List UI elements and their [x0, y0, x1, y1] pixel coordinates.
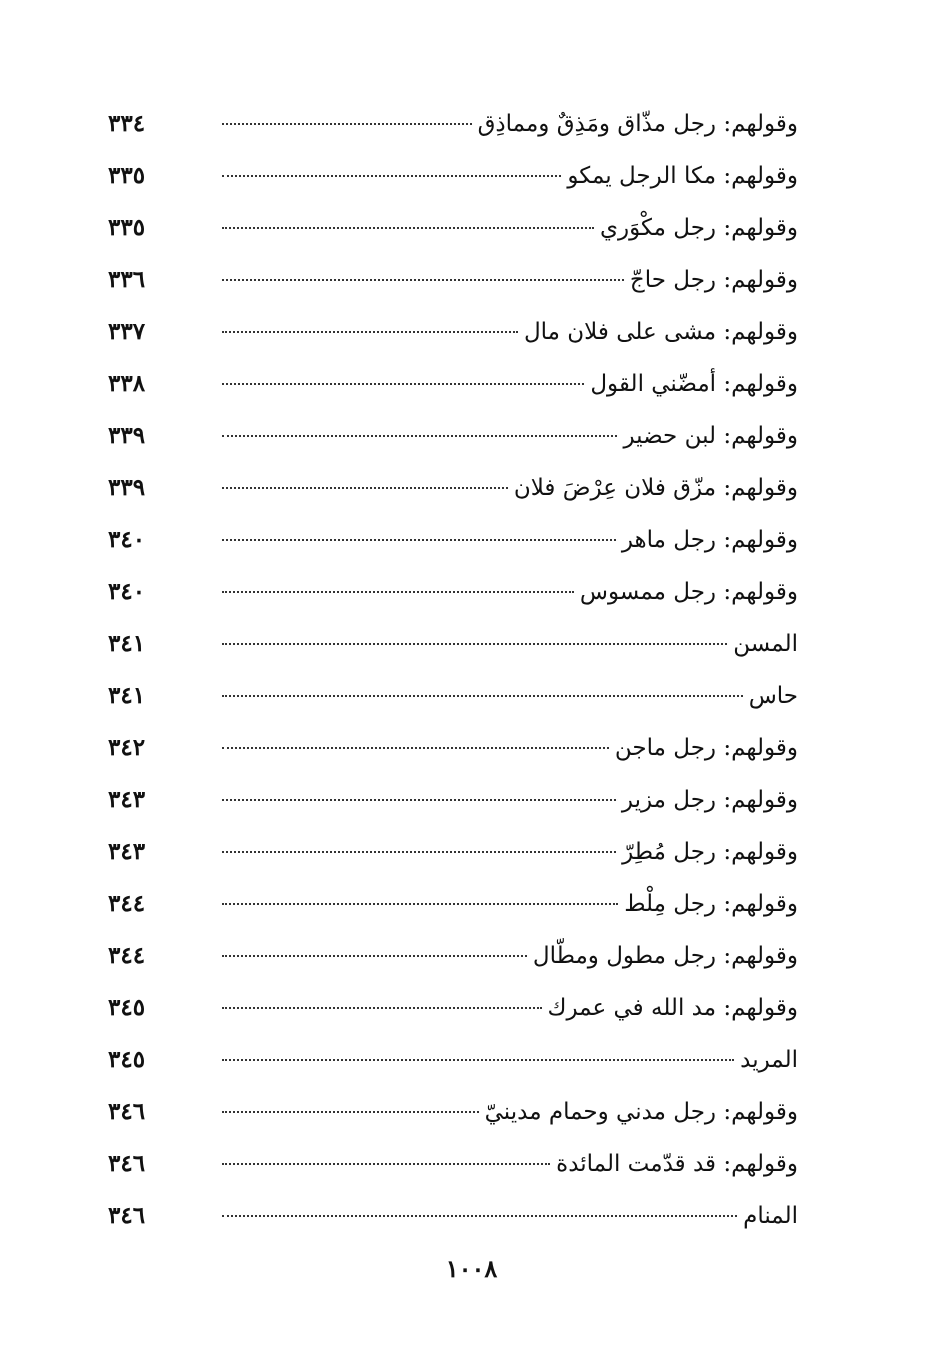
- entry-page-number: ٣٣٤: [108, 110, 146, 137]
- dot-leader: [222, 123, 472, 125]
- entry-title: وقولهم: رجل مِلْط: [624, 891, 798, 917]
- toc-entry: [108, 774, 798, 826]
- toc-entry: [108, 878, 798, 930]
- dot-leader: [222, 331, 518, 333]
- entry-title: وقولهم: مزّق فلان عِرْضَ فلان: [513, 475, 798, 501]
- dot-leader: [222, 591, 574, 593]
- toc-entry: [108, 254, 798, 306]
- entry-page-number: ٣٤١: [108, 630, 146, 657]
- toc-entry: [108, 98, 798, 150]
- toc-entry: [108, 514, 798, 566]
- entry-page-number: ٣٣٩: [108, 474, 146, 501]
- entry-title: وقولهم: لبن حضير: [623, 423, 798, 449]
- entry-page-number: ٣٣٥: [108, 162, 146, 189]
- entry-page-number: ٣٣٩: [108, 422, 146, 449]
- dot-leader: [222, 695, 743, 697]
- toc-entry: [108, 930, 798, 982]
- entry-title: وقولهم: رجل مزير: [621, 787, 798, 813]
- toc-entry: [108, 306, 798, 358]
- toc-entry: [108, 982, 798, 1034]
- entry-page-number: ٣٣٨: [108, 370, 146, 397]
- entry-title: وقولهم: رجل حاجّ: [629, 267, 798, 293]
- dot-leader: [222, 227, 594, 229]
- entry-title: وقولهم: رجل ممسوس: [579, 579, 798, 605]
- dot-leader: [222, 851, 616, 853]
- dot-leader: [222, 799, 616, 801]
- entry-title: وقولهم: رجل ماهر: [621, 527, 798, 553]
- toc-entry: [108, 202, 798, 254]
- toc-entry: [108, 150, 798, 202]
- entry-page-number: ٣٣٥: [108, 214, 146, 241]
- toc-entry: [108, 1086, 798, 1138]
- toc-entry: [108, 1138, 798, 1190]
- entry-page-number: ٣٤٥: [108, 1046, 146, 1073]
- toc-entry: [108, 1190, 798, 1242]
- entry-page-number: ٣٤٦: [108, 1202, 146, 1229]
- dot-leader: [222, 279, 624, 281]
- entry-page-number: ٣٤٦: [108, 1150, 146, 1177]
- entry-title: وقولهم: مد الله في عمرك: [547, 995, 798, 1021]
- entry-page-number: ٣٤٦: [108, 1098, 146, 1125]
- entry-page-number: ٣٤٠: [108, 526, 146, 553]
- toc-entry: [108, 618, 798, 670]
- entry-title: وقولهم: رجل مذّاق ومَذِقٌ ومماذِق: [477, 111, 798, 137]
- dot-leader: [222, 487, 508, 489]
- dot-leader: [222, 1163, 550, 1165]
- entry-title: وقولهم: مشى على فلان مال: [523, 319, 798, 345]
- dot-leader: [222, 383, 584, 385]
- dot-leader: [222, 1215, 737, 1217]
- entry-title: وقولهم: رجل مطول ومطّال: [532, 943, 798, 969]
- dot-leader: [222, 747, 609, 749]
- page-number: ١٠٠٨: [445, 1254, 498, 1283]
- dot-leader: [222, 539, 616, 541]
- toc-entry: [108, 722, 798, 774]
- entry-title: وقولهم: رجل مدني وحمام مدينيّ: [484, 1099, 798, 1125]
- entry-title: حاس: [748, 683, 798, 709]
- dot-leader: [222, 643, 727, 645]
- entry-title: وقولهم: رجل مُطِرّ: [622, 839, 798, 865]
- entry-page-number: ٣٤٤: [108, 890, 146, 917]
- entry-title: وقولهم: قد قدّمت المائدة: [556, 1151, 798, 1177]
- entry-page-number: ٣٣٦: [108, 266, 146, 293]
- toc-entry: [108, 462, 798, 514]
- entry-title: وقولهم: رجل مكْوَري: [599, 215, 798, 241]
- toc-entry: [108, 826, 798, 878]
- entry-title: وقولهم: مكا الرجل يمكو: [567, 163, 798, 189]
- entry-title: وقولهم: أمضّني القول: [590, 371, 798, 397]
- dot-leader: [222, 1059, 734, 1061]
- toc-entry: [108, 358, 798, 410]
- dot-leader: [222, 955, 527, 957]
- entry-title: المنام: [743, 1203, 798, 1229]
- dot-leader: [222, 175, 561, 177]
- toc-entry: [108, 566, 798, 618]
- entry-page-number: ٣٤٣: [108, 786, 146, 813]
- entry-page-number: ٣٤٤: [108, 942, 146, 969]
- entry-title: المسن: [733, 631, 798, 657]
- table-of-contents: [108, 98, 798, 1242]
- entry-title: المريد: [740, 1047, 798, 1073]
- entry-title: وقولهم: رجل ماجن: [614, 735, 798, 761]
- entry-page-number: ٣٣٧: [108, 318, 146, 345]
- entry-page-number: ٣٤٣: [108, 838, 146, 865]
- entry-page-number: ٣٤١: [108, 682, 146, 709]
- toc-entry: [108, 410, 798, 462]
- toc-entry: [108, 1034, 798, 1086]
- entry-page-number: ٣٤٢: [108, 734, 146, 761]
- dot-leader: [222, 903, 618, 905]
- toc-entry: [108, 670, 798, 722]
- entry-page-number: ٣٤٠: [108, 578, 146, 605]
- dot-leader: [222, 435, 617, 437]
- dot-leader: [222, 1111, 479, 1113]
- entry-page-number: ٣٤٥: [108, 994, 146, 1021]
- dot-leader: [222, 1007, 542, 1009]
